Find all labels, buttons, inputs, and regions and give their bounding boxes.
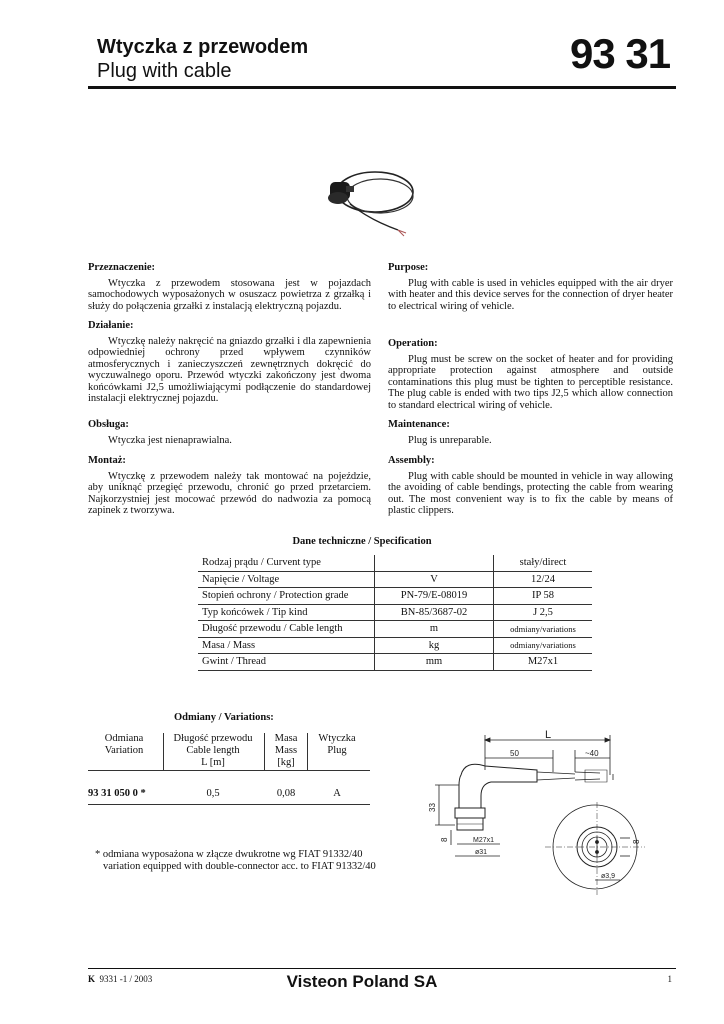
text-maintenance-en: Plug is unreparable. [408,434,492,446]
table-row [198,637,592,654]
heading-assembly-pl: Montaż: [88,455,126,466]
variation-code: 93 31 050 0 * [88,788,146,799]
spec-cell [375,555,494,571]
variation-mass: 0,08 [276,788,296,799]
dim-m27: M27x1 [473,837,495,844]
table-row [198,604,592,621]
spec-cell: Gwint / Thread [198,654,375,671]
note-line-en: variation equipped with double-connector acc. to FIAT 91332/40 [103,860,376,872]
variations-header-plug [308,733,366,757]
text-purpose-pl: Wtyczka z przewodem stosowana jest w pojazdach samochodowych wyposażonych w osuszacz powietrza z grzałką i służy do połączenia grzałki z instalacją elektryczną pojazdu. [88,277,371,312]
section-maintenance-pl [88,419,371,446]
dim-d31: ø31 [475,849,488,856]
footer-company: Visteon Poland SA [286,972,438,991]
header-line: L [m] [201,757,225,768]
spec-cell: M27x1 [494,654,593,671]
variation-plug: A [333,788,341,799]
spec-cell: stały/direct [494,555,593,571]
spec-table [198,555,592,671]
variation-length: 0,5 [206,788,220,799]
footer-page-number: 1 [667,974,672,984]
header-line: Wtyczka [318,733,356,744]
technical-drawing [425,730,675,900]
title-english: Plug with cable [97,60,232,82]
table-row [198,555,592,571]
variations-header-rule [88,770,370,771]
header-line: Cable length [186,745,240,756]
heading-operation-pl: Działanie: [88,320,134,331]
note-line-pl: * odmiana wyposażona w złącze dwukrotne wg FIAT 91332/40 [95,849,363,860]
header-rule [88,86,676,89]
spec-cell: BN-85/3687-02 [375,604,494,621]
header-line: Odmiana [104,733,144,744]
dim-40: ~40 [585,749,599,758]
section-purpose-pl [88,262,371,312]
dim-8b: 8 [632,839,641,844]
spec-cell: Rodzaj prądu / Curvent type [198,555,375,571]
section-maintenance-en [388,419,673,446]
spec-cell: Napięcie / Voltage [198,571,375,588]
footer-k: K [88,974,96,984]
title-polish: Wtyczka z przewodem [97,36,309,58]
section-purpose-en [388,262,673,312]
section-operation-pl [88,320,371,405]
spec-cell: J 2,5 [494,604,593,621]
variations-header-length [164,733,262,769]
variations-header-variation [88,733,160,757]
spec-cell: Masa / Mass [198,637,375,654]
footer-rule [88,968,676,969]
text-maintenance-pl: Wtyczka jest nienaprawialna. [108,434,232,446]
spec-cell: IP 58 [494,588,593,605]
spec-cell: Długość przewodu / Cable length [198,621,375,638]
spec-cell: 12/24 [494,571,593,588]
spec-cell: m [375,621,494,638]
footer-ref-text: 9331 -1 / 2003 [99,974,153,984]
variations-row-rule [88,804,370,805]
table-row [198,621,592,638]
dim-33: 33 [428,803,437,812]
spec-cell: Typ końcówek / Tip kind [198,604,375,621]
table-row [198,654,592,671]
spec-cell: odmiany/variations [494,621,593,638]
spec-cell: V [375,571,494,588]
header-line: Plug [327,745,347,756]
header-line: Masa [274,733,298,744]
spec-cell: kg [375,637,494,654]
header-line: Mass [274,745,298,756]
header-line: Variation [104,745,144,756]
spec-title: Dane techniczne / Specification [292,536,432,547]
heading-purpose-en: Purpose: [388,262,429,273]
heading-purpose-pl: Przeznaczenie: [88,262,156,273]
table-row [198,571,592,588]
product-code: 93 31 [570,30,671,77]
heading-operation-en: Operation: [388,338,438,349]
dim-d39: ø3,9 [601,873,616,880]
header-line: [kg] [277,757,295,768]
spec-cell: PN-79/E-08019 [375,588,494,605]
dim-50: 50 [510,749,519,758]
text-assembly-en: Plug with cable should be mounted in vehicle in way allowing the avoiding of cable bendings, protecting the cable from wearing out. The most convenient way is to fix the cable by means of plastic clippers. [388,470,673,516]
heading-assembly-en: Assembly: [388,455,435,466]
variations-header-mass [265,733,307,769]
spec-cell: Stopień ochrony / Protection grade [198,588,375,605]
product-photo [300,160,420,238]
section-assembly-en [388,455,673,517]
text-operation-pl: Wtyczkę należy nakręcić na gniazdo grzałki i dla zapewnienia odpowiedniej ochrony przed wpływem czynników atmosferycznych i zanieczyszczeń zewnętrznych dokręcić do wyczuwalnego oporu. Przewód wtyczki zakończony jest dwoma końcówkami J2,5 umożliwiającymi podłączenie do standardowej instalacji elektrycznej pojazdu. [88,335,371,404]
spec-cell: mm [375,654,494,671]
section-assembly-pl [88,455,371,517]
header-line: Długość przewodu [173,733,253,744]
dim-8a: 8 [440,837,449,842]
text-assembly-pl: Wtyczkę z przewodem należy tak montować na pojeździe, aby uniknąć przegięć przewodu, chronić go przed przetarciem. Najkorzystniej jest mocować przewód do nadwozia za pomocą zapinek z tworzywa. [88,470,371,516]
table-row [198,588,592,605]
variations-note [95,849,376,872]
text-purpose-en: Plug with cable is used in vehicles equipped with the air dryer with heater and this device serves for the connection of dryer heater to electrical wiring of vehicle. [388,277,673,312]
dim-L: L [545,730,552,741]
heading-maintenance-en: Maintenance: [388,419,450,430]
variations-title: Odmiany / Variations: [174,712,274,723]
heading-maintenance-pl: Obsługa: [88,419,129,430]
text-operation-en: Plug must be screw on the socket of heater and for providing appropriate protection against atmosphere and outside contaminations this plug must be tighten to perceptible resistance. The plug cable is ended with two tips J2,5 which allow connection to standard electrical wiring of vehicle. [388,353,673,411]
spec-cell: odmiany/variations [494,637,593,654]
section-operation-en [388,338,673,411]
